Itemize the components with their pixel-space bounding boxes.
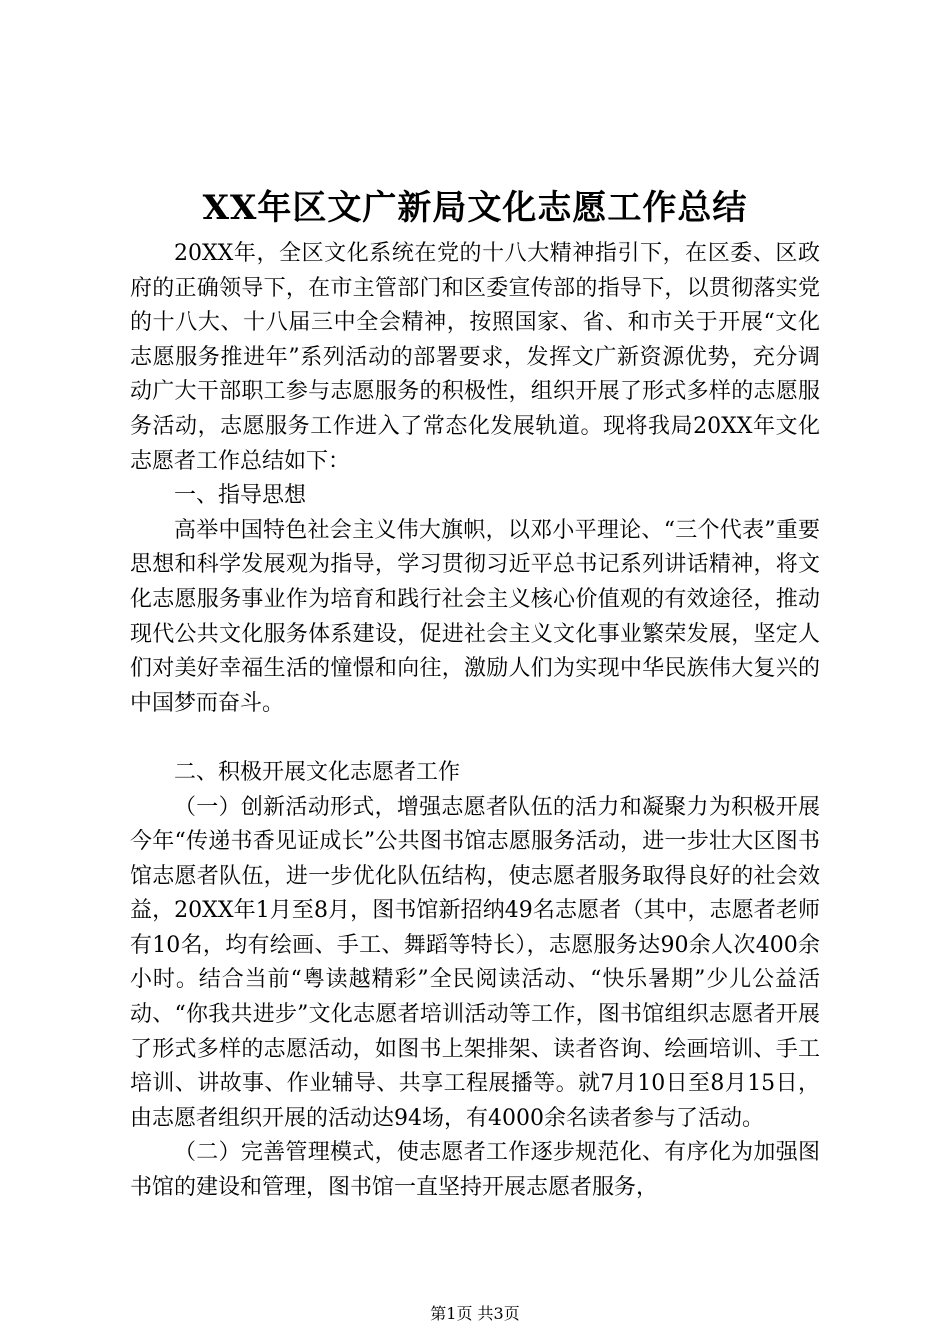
section-heading-volunteer-work: 二、积极开展文化志愿者工作 [174,759,461,785]
subsection-innovate-activities: （一）创新活动形式，增强志愿者队伍的活力和凝聚力为积极开展今年“传递书香见证成长”公共图书馆志愿服务活动，进一步壮大区图书馆志愿者队伍，进一步优化队伍结构，使志愿者服务取得良好的社会效益，20XX年1月至8月，图书馆新招纳49名志愿者（其中，志愿者老师有10名，均有绘画、手工、舞蹈等特长），志愿服务达90余人次400余小时。结合当前“粤读越精彩”全民阅读活动、“快乐暑期”少儿公益活动、“你我共进步”文化志愿者培训活动等工作，图书馆组织志愿者开展了形式多样的志愿活动，如图书上架排架、读者咨询、绘画培训、手工培训、讲故事、作业辅导、共享工程展播等。就7月10日至8月15日，由志愿者组织开展的活动达94场，有4000余名读者参与了活动。 [130,794,820,1131]
subsection-improve-management: （二）完善管理模式，使志愿者工作逐步规范化、有序化为加强图书馆的建设和管理，图书馆一直坚持开展志愿者服务， [130,1140,820,1201]
paragraph-spacer [130,721,820,756]
section-heading-guiding-thought: 一、指导思想 [174,483,307,509]
page-number-footer: 第1页 共3页 [430,1304,520,1323]
guiding-thought-paragraph: 高举中国特色社会主义伟大旗帜，以邓小平理论、“三个代表”重要思想和科学发展观为指导，学习贯彻习近平总书记系列讲话精神，将文化志愿服务事业作为培育和践行社会主义核心价值观的有效途径，推动现代公共文化服务体系建设，促进社会主义文化事业繁荣发展，坚定人们对美好幸福生活的憧憬和向往，激励人们为实现中华民族伟大复兴的中国梦而奋斗。 [130,517,820,716]
intro-paragraph: 20XX年，全区文化系统在党的十八大精神指引下，在区委、区政府的正确领导下，在市主管部门和区委宣传部的指导下，以贯彻落实党的十八大、十八届三中全会精神，按照国家、省、和市关于开展“文化志愿服务推进年”系列活动的部署要求，发挥文广新资源优势，充分调动广大干部职工参与志愿服务的积极性，组织开展了形式多样的志愿服务活动，志愿服务工作进入了常态化发展轨道。现将我局20XX年文化志愿者工作总结如下： [130,241,820,474]
document-body [130,237,820,1206]
document-title: XX年区文广新局文化志愿工作总结 [202,188,748,228]
